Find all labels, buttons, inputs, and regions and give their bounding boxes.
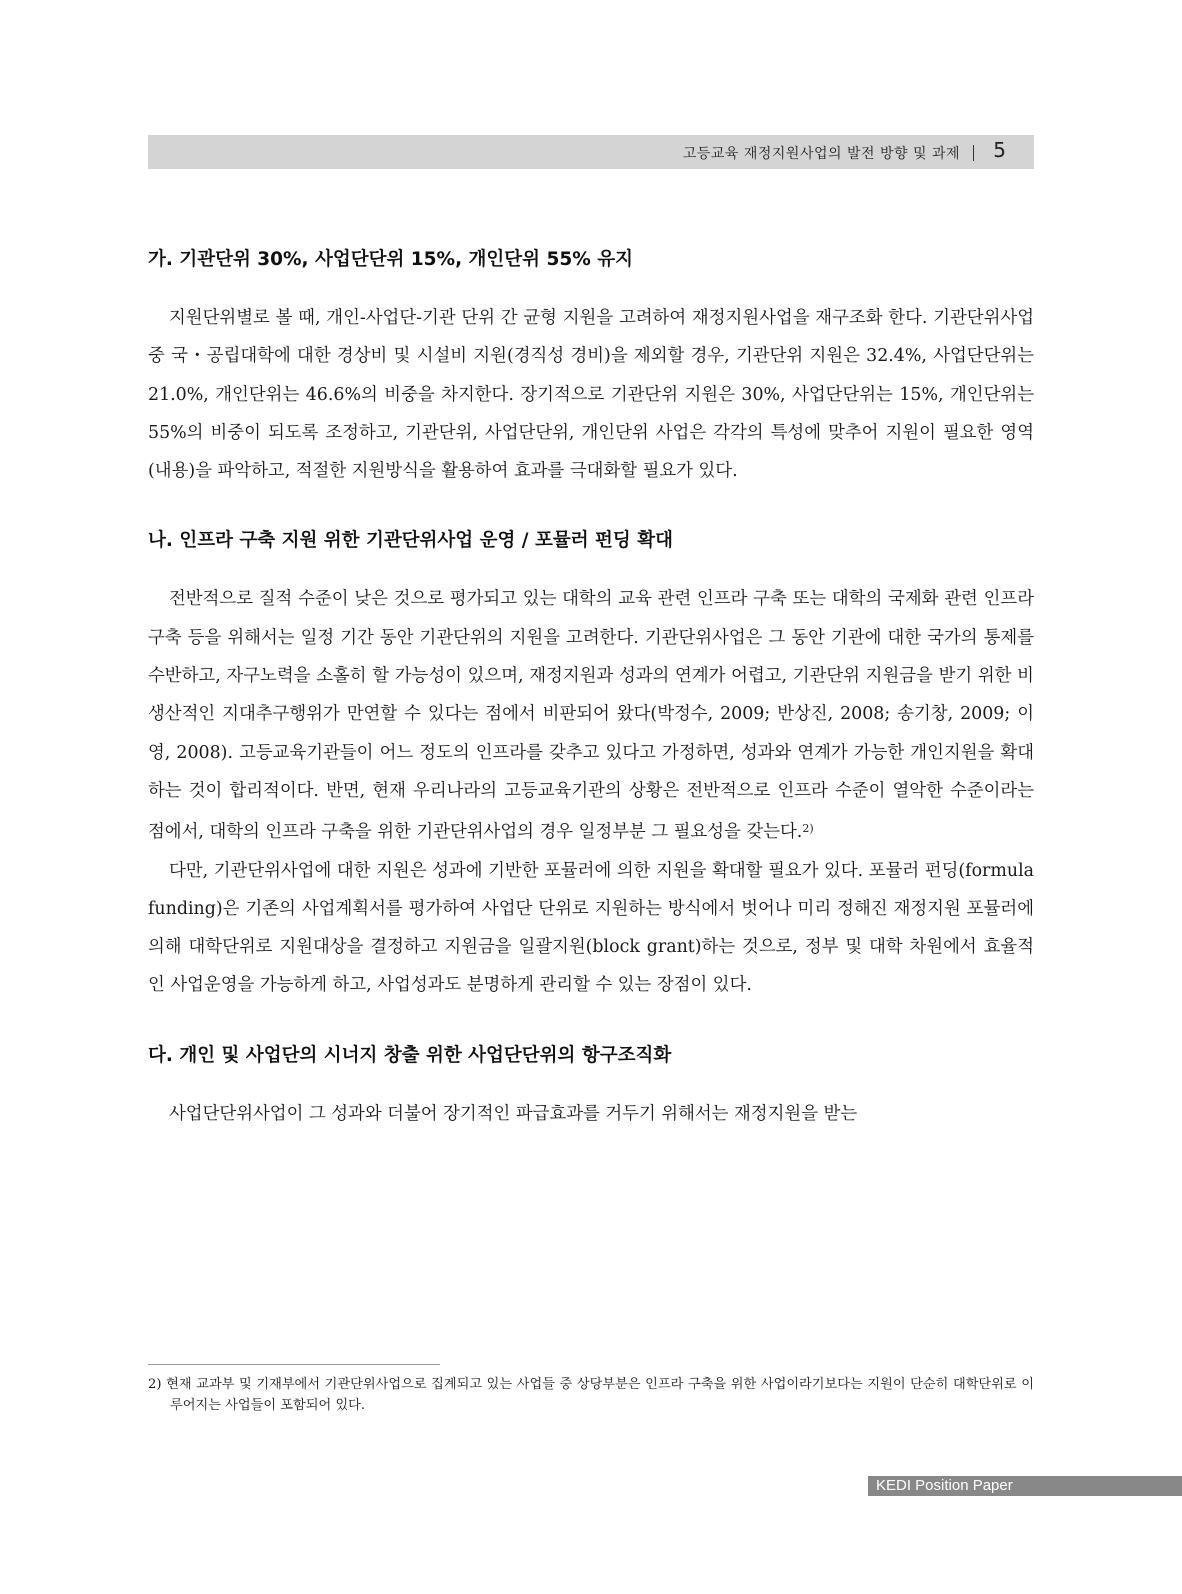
section-heading-ga: 가. 기관단위 30%, 사업단단위 15%, 개인단위 55% 유지 xyxy=(148,249,633,270)
footnote-reference[interactable]: 2) xyxy=(802,822,814,836)
paragraph xyxy=(148,580,1034,851)
running-header-title: 고등교육 재정지원사업의 발전 방향 및 과제 xyxy=(682,146,960,162)
paragraph: 사업단단위사업이 그 성과와 더불어 장기적인 파급효과를 거두기 위해서는 재정지원을 받는 xyxy=(169,1103,858,1124)
section-heading-na: 나. 인프라 구축 지원 위한 기관단위사업 운영 / 포뮬러 펀딩 확대 xyxy=(148,530,673,552)
paragraph: 다만, 기관단위사업에 대한 지원은 성과에 기반한 포뮬러에 의한 지원을 확대할 필요가 있다. 포뮬러 펀딩(formula funding)은 기존의 사업계획서를 평가하여 사업단 단위로 지원하는 방식에서 벗어나 미리 정해진 재정지원 포뮬러에 의해 대학단위로 지원대상을 결정하고 지원금을 일괄지원(block grant)하는 것으로, 정부 및 대학 차원에서 효율적인 사업운영을 가능하게 하고, 사업성과도 분명하게 관리할 수 있는 장점이 있다. xyxy=(148,860,1034,996)
paragraph-text: 전반적으로 질적 수준이 낮은 것으로 평가되고 있는 대학의 교육 관련 인프라 구축 또는 대학의 국제화 관련 인프라 구축 등을 위해서는 일정 기간 동안 기관단위의 지원을 고려한다. 기관단위사업은 그 동안 기관에 대한 국가의 통제를 수반하고, 자구노력을 소홀히 할 가능성이 있으며, 재정지원과 성과의 연계가 어렵고, 기관단위 지원금을 받기 위한 비생산적인 지대추구행위가 만연할 수 있다는 점에서 비판되어 왔다(박정수, 2009; 반상진, 2008; 송기창, 2009; 이영, 2008). 고등교육기관들이 어느 정도의 인프라를 갖추고 있다고 가정하면, 성과와 연계가 가능한 개인지원을 확대하는 것이 합리적이다. 반면, 현재 우리나라의 고등교육기관의 상황은 전반적으로 인프라 수준이 열악한 수준이라는 점에서, 대학의 인프라 구축을 위한 기관단위사업의 경우 일정부분 그 필요성을 갖는다. xyxy=(148,589,1034,843)
header-separator xyxy=(973,145,974,161)
footnote-marker: 2) xyxy=(148,1377,162,1392)
footer-label: KEDI Position Paper xyxy=(876,1477,1013,1494)
paragraph: 지원단위별로 볼 때, 개인-사업단-기관 단위 간 균형 지원을 고려하여 재정지원사업을 재구조화 한다. 기관단위사업 중 국・공립대학에 대한 경상비 및 시설비 지원(경직성 경비)을 제외할 경우, 기관단위 지원은 32.4%, 사업단단위는 21.0%, 개인단위는 46.6%의 비중을 차지한다. 장기적으로 기관단위 지원은 30%, 사업단단위는 15%, 개인단위는 55%의 비중이 되도록 조정하고, 기관단위, 사업단단위, 개인단위 사업은 각각의 특성에 맞추어 지원이 필요한 영역(내용)을 파악하고, 적절한 지원방식을 활용하여 효과를 극대화할 필요가 있다. xyxy=(148,308,1034,482)
running-header xyxy=(148,135,1034,169)
footnote-text: 현재 교과부 및 기재부에서 기관단위사업으로 집계되고 있는 사업들 중 상당부분은 인프라 구축을 위한 사업이라기보다는 지원이 단순히 대학단위로 이루어지는 사업들이 포함되어 있다. xyxy=(166,1377,1034,1413)
footer-bar xyxy=(868,1476,1182,1496)
footnote-divider xyxy=(148,1364,440,1365)
footnote xyxy=(148,1374,1034,1416)
page-number: 5 xyxy=(993,138,1006,162)
section-heading-da: 다. 개인 및 사업단의 시너지 창출 위한 사업단단위의 항구조직화 xyxy=(148,1044,672,1066)
main-content xyxy=(148,245,1034,1133)
